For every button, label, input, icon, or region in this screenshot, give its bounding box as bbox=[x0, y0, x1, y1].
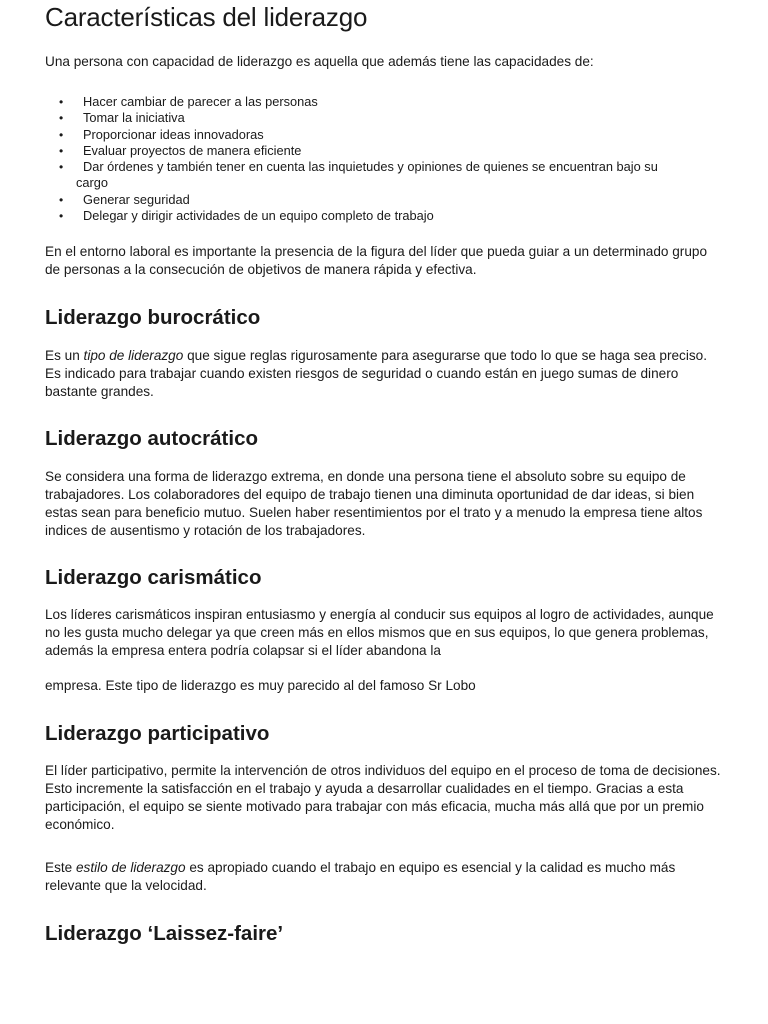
heading-participativo: Liderazgo participativo bbox=[45, 722, 270, 745]
bullet-icon: • bbox=[59, 143, 64, 158]
list-item-continuation: cargo bbox=[76, 175, 109, 191]
bullet-icon: • bbox=[59, 192, 64, 207]
bullet-icon: • bbox=[59, 95, 64, 109]
list-item: • Generar seguridad bbox=[59, 191, 190, 207]
list-item: • Tomar la iniciativa bbox=[59, 110, 185, 126]
heading-autocratico: Liderazgo autocrático bbox=[45, 427, 259, 450]
bullet-icon: • bbox=[59, 127, 64, 142]
participativo-paragraph: El líder participativo, permite la intervención de otros individuos del equipo en el proceso de toma de decisiones. Esto incremente la satisfacción en el trabajo y ayuda a desarrollar cualidades en el tiempo. Gracias a esta participación, el equipo se siente motivado para trabajar con más eficacia, mucha más allá que por un premio económico. bbox=[45, 763, 721, 832]
heading-laissez-faire: Liderazgo ‘Laissez-faire’ bbox=[45, 922, 284, 945]
carismatico-paragraph: Los líderes carismáticos inspiran entusiasmo y energía al conducir sus equipos al logro de actividades, aunque no les gusta mucho delegar ya que creen más en ellos mismos que en sus equipos, lo que genera problemas, además la empresa entera podría colapsar si el líder abandona la bbox=[45, 607, 714, 658]
carismatico-paragraph-2: empresa. Este tipo de liderazgo es muy parecido al del famoso Sr Lobo bbox=[45, 678, 476, 693]
autocratico-paragraph: Se considera una forma de liderazgo extrema, en donde una persona tiene el absoluto sobre su equipo de trabajadores. Los colaboradores del equipo de trabajo tienen una diminuta oportunidad de dar ideas, si bien estas sean para beneficio mutuo. Suelen haber resentimientos por el trato y a menudo la empresa tiene altos indices de ausentismo y rotación de los trabajadores. bbox=[45, 469, 703, 538]
page-title: Características del liderazgo bbox=[45, 2, 368, 32]
burocratico-paragraph: Es un tipo de liderazgo que sigue reglas rigurosamente para asegurarse que todo lo que se haga sea preciso. Es indicado para trabajar cuando existen riesgos de seguridad o cuando están en juego sumas de dinero bastante grandes. bbox=[45, 348, 708, 399]
entorno-paragraph: En el entorno laboral es importante la presencia de la figura del líder que pueda guiar a un determinado grupo de personas a la consecución de objetivos de manera rápida y efectiva. bbox=[45, 244, 707, 277]
bullet-icon: • bbox=[59, 111, 64, 126]
bullet-icon: • bbox=[59, 160, 64, 175]
bullet-icon: • bbox=[59, 209, 64, 224]
list-item: • Proporcionar ideas innovadoras bbox=[59, 126, 264, 142]
list-item: • Hacer cambiar de parecer a las personas bbox=[59, 94, 318, 109]
list-item: • Dar órdenes y también tener en cuenta las inquietudes y opiniones de quienes se encuentran bajo su cargo bbox=[45, 159, 725, 192]
heading-carismatico: Liderazgo carismático bbox=[45, 566, 262, 589]
participativo-paragraph-2: Este estilo de liderazgo es apropiado cuando el trabajo en equipo es esencial y la calidad es mucho más relevante que la velocidad. bbox=[45, 860, 676, 893]
list-item: • Delegar y dirigir actividades de un equipo completo de trabajo bbox=[59, 208, 434, 224]
capabilities-list bbox=[45, 94, 725, 224]
heading-burocratico: Liderazgo burocrático bbox=[45, 306, 261, 329]
list-item: • Evaluar proyectos de manera eficiente bbox=[59, 142, 302, 158]
intro-paragraph: Una persona con capacidad de liderazgo es aquella que además tiene las capacidades de: bbox=[45, 54, 594, 69]
